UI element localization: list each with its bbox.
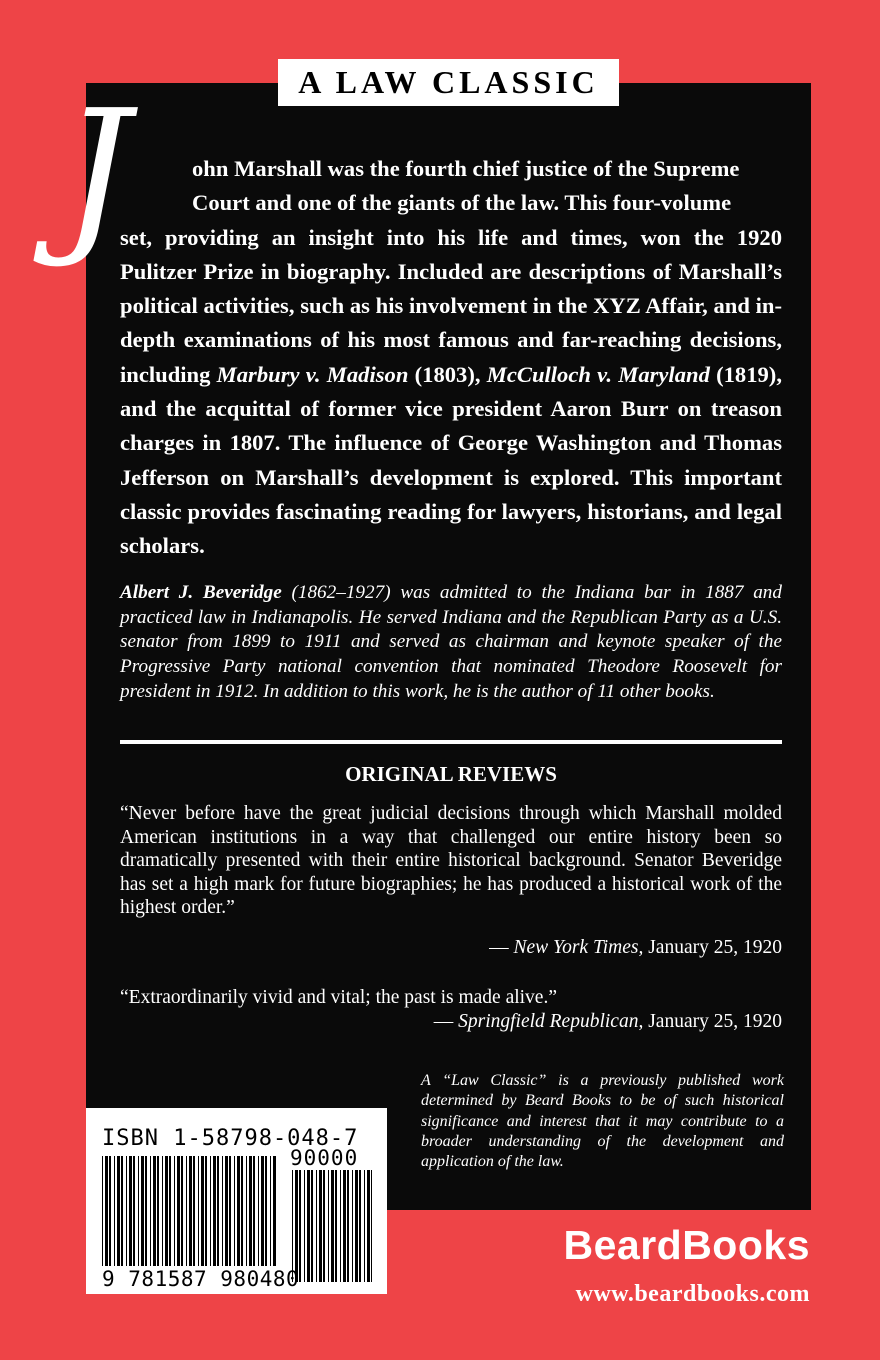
isbn-text: ISBN 1-58798-048-7	[102, 1126, 359, 1151]
review-source: Springfield Republican,	[458, 1011, 644, 1032]
description-second-line: Court and one of the giants of the law. This four-volume	[192, 190, 732, 216]
price-addon-number: 90000	[290, 1146, 359, 1170]
divider	[120, 740, 782, 744]
review-quote: “Extraordinarily vivid and vital; the past is made alive.”	[120, 987, 557, 1008]
law-classic-note: A “Law Classic” is a previously published work determined by Beard Books to be of such historical significance and interest that it may contribute to a broader understanding of the development and application of the law.	[421, 1072, 784, 1171]
review-attribution	[120, 1011, 782, 1033]
case-marbury-year: (1803),	[408, 361, 487, 387]
reviews-heading: ORIGINAL REVIEWS	[345, 762, 557, 786]
series-label	[278, 59, 619, 106]
review-date: January 25, 1920	[643, 1011, 782, 1032]
description-body-start: set, providing an insight into his life and times, won the 1920 Pulitzer Prize in biography. Included are descriptions of Marshall’s political activities, such as his involvement in the XYZ Affair, and in-depth examinations of his most famous and far-reaching decisions, including	[120, 224, 782, 387]
author-name: Albert J. Beveridge	[120, 582, 282, 603]
case-marbury: Marbury v. Madison	[216, 361, 409, 387]
review-attribution	[120, 937, 782, 959]
book-description	[120, 152, 782, 564]
case-mcculloch: McCulloch v. Maryland	[486, 361, 710, 387]
publisher-website: www.beardbooks.com	[575, 1281, 810, 1307]
description-first-line: ohn Marshall was the fourth chief justice of the Supreme	[192, 156, 740, 181]
attribution-dash: —	[489, 937, 514, 958]
review-date: January 25, 1920	[643, 937, 782, 958]
publisher-logo: BeardBooks	[563, 1222, 810, 1268]
series-label-text: A LAW CLASSIC	[298, 64, 599, 100]
author-bio	[120, 581, 782, 705]
review-quote: “Never before have the great judicial decisions through which Marshall molded American institutions in a way that challenged our entire history been so dramatically presented with their entire historical background. Senator Beveridge has set a high mark for future biographies; he has produced a historical work of the highest order.”	[120, 803, 782, 919]
drop-cap: J	[62, 74, 131, 272]
addon-barcode	[292, 1170, 372, 1282]
ean-number: 9 781587 980480	[102, 1267, 300, 1291]
review-source: New York Times,	[513, 937, 644, 958]
ean-barcode	[102, 1156, 276, 1266]
description-body-end: (1819), and the acquittal of former vice president Aaron Burr on treason charges in 1807. The influence of George Washington and Thomas Jefferson on Marshall’s development is explored. This important classic provides fascinating reading for lawyers, historians, and legal scholars.	[120, 361, 782, 559]
barcode-box	[86, 1108, 387, 1294]
attribution-dash: —	[433, 1011, 459, 1032]
author-bio-text: (1862–1927) was admitted to the Indiana bar in 1887 and practiced law in Indianapolis. He served Indiana and the Republican Party as a U.S. senator from 1899 to 1911 and served as chairman and keynote speaker of the Progressive Party national convention that nominated Theodore Roosevelt for president in 1912. In addition to this work, he is the author of 11 other books.	[120, 582, 782, 702]
